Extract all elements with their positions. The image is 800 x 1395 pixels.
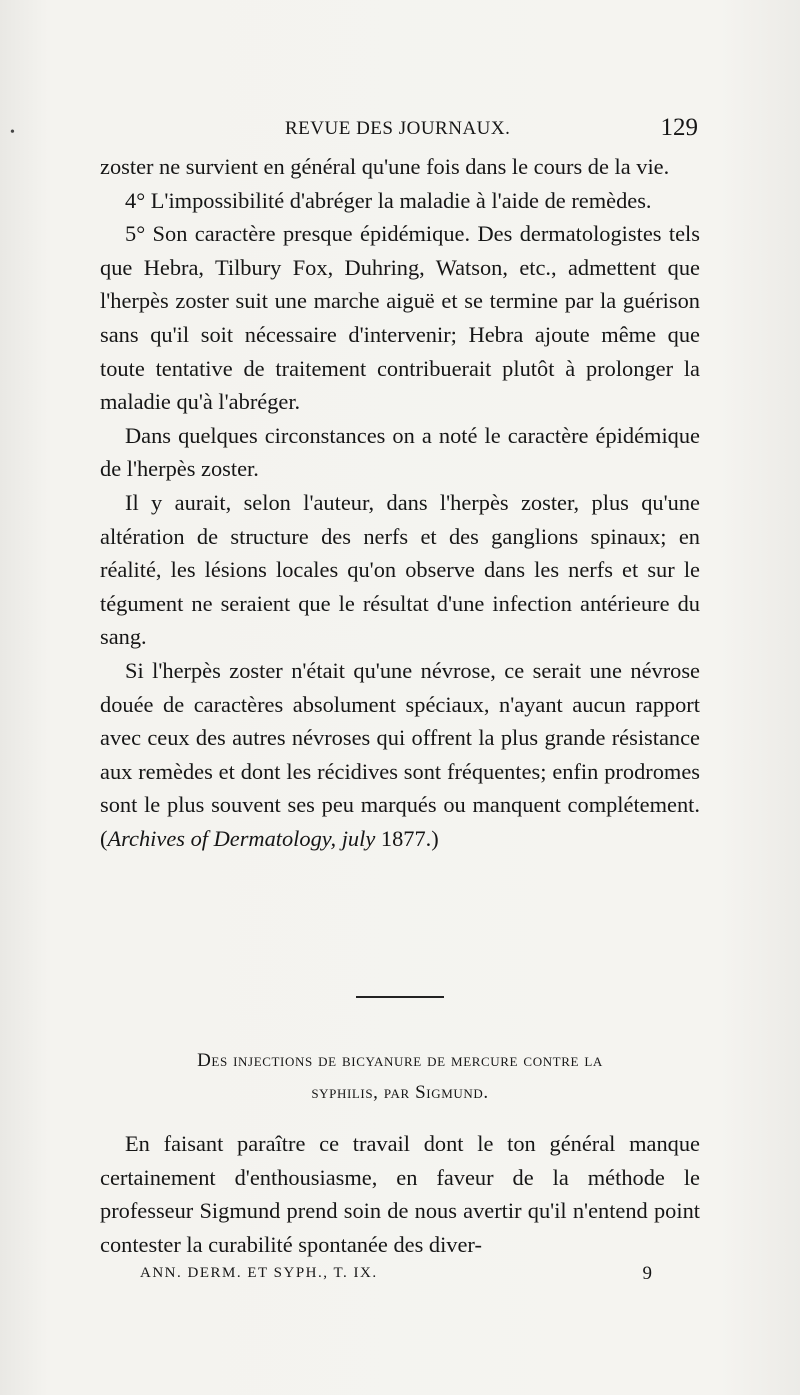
section-title-line: Des injections de bicyanure de mercure contre la	[197, 1050, 603, 1071]
page-header	[100, 114, 700, 148]
paragraph: Dans quelques circonstances on a noté le caractère épidémique de l'herpès zoster.	[100, 422, 700, 482]
citation: Archives of Dermatology, july	[107, 825, 376, 851]
paragraph-text-end: 1877.)	[375, 825, 439, 851]
paragraph: En faisant paraître ce travail dont le ton général manque certainement d'enthousiasme, en faveur de la méthode le professeur Sigmund prend soin de nous avertir qu'il n'entend point contester la curabilité spontanée des diver-	[100, 1131, 700, 1257]
journal-signature: ANN. DERM. ET SYPH., T. IX.	[140, 1265, 378, 1281]
signature-number: 9	[642, 1263, 652, 1284]
page-footer	[100, 1265, 700, 1295]
margin-mark: •	[10, 125, 15, 140]
paragraph: Il y aurait, selon l'auteur, dans l'herpès zoster, plus qu'une altération de structure des nerfs et des ganglions spinaux; en réalité, les lésions locales qu'on observe dans les nerfs et sur le tégument ne seraient que le résultat d'une infection antérieure du sang.	[100, 489, 700, 650]
paragraph: 5° Son caractère presque épidémique. Des dermatologistes tels que Hebra, Tilbury Fox, Duhring, Watson, etc., admettent que l'herpès zoster suit une marche aiguë et se termine par la guérison sans qu'il soit nécessaire d'intervenir; Hebra ajoute même que toute tentative de traitement contribuerait plutôt à prolonger la maladie qu'à l'abréger.	[100, 221, 700, 415]
paragraph-text: Si l'herpès zoster n'était qu'une névrose, ce serait une névrose douée de caractères absolument spéciaux, n'ayant aucun rapport avec ceux des autres névroses qui offrent la plus grande résistance aux remèdes et dont les récidives sont fréquentes; enfin prodromes sont le plus souvent ses peu marqués ou manquent complétement. (	[100, 657, 700, 851]
page-number: 129	[660, 114, 698, 141]
section-divider	[356, 996, 444, 998]
paragraph: 4° L'impossibilité d'abréger la maladie à l'aide de remèdes.	[125, 187, 652, 213]
section-title-line: syphilis, par Sigmund.	[311, 1082, 489, 1103]
paragraph	[100, 654, 700, 856]
paragraph: zoster ne survient en général qu'une fois dans le cours de la vie.	[100, 154, 670, 179]
section-title	[100, 1045, 700, 1109]
section-body	[100, 1127, 700, 1261]
running-head: REVUE DES JOURNAUX.	[285, 118, 511, 139]
article-body	[100, 150, 700, 855]
